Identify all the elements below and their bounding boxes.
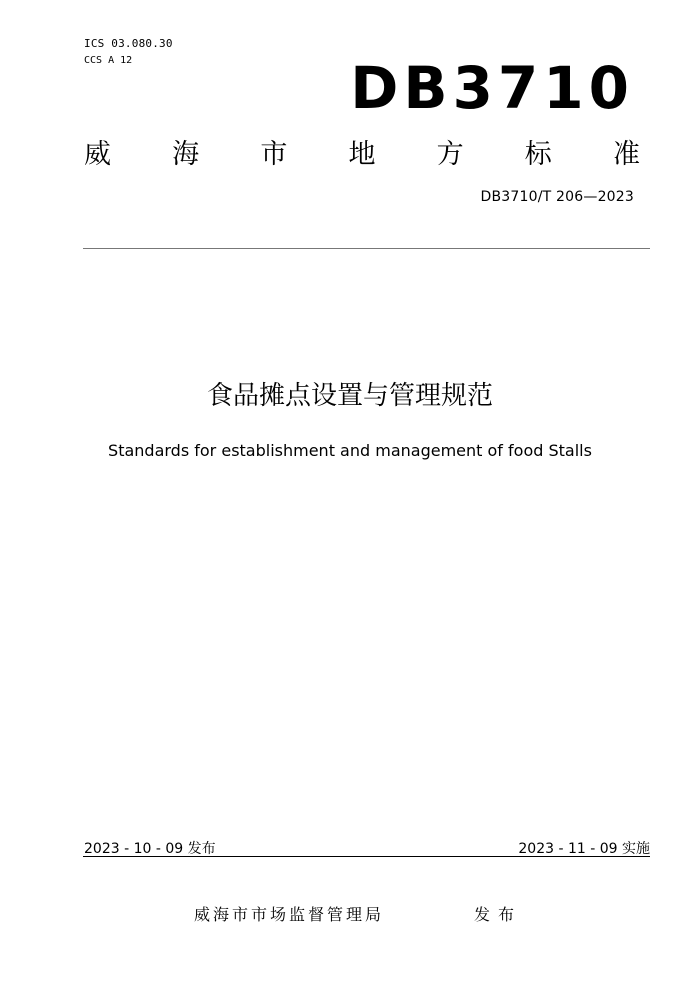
title-char: 标 bbox=[524, 139, 552, 170]
document-title-english: Standards for establishment and management of food Stalls bbox=[108, 441, 592, 460]
title-char: 方 bbox=[436, 139, 464, 170]
standard-number: DB3710/T 206—2023 bbox=[480, 189, 634, 205]
standard-category-title bbox=[84, 137, 640, 173]
document-title-chinese: 食品摊点设置与管理规范 bbox=[206, 381, 493, 411]
ics-code: ICS 03.080.30 bbox=[84, 37, 173, 50]
ccs-code: CCS A 12 bbox=[84, 55, 133, 66]
title-char: 市 bbox=[260, 139, 288, 170]
title-char: 威 bbox=[84, 139, 111, 170]
title-char: 地 bbox=[348, 139, 376, 170]
bottom-divider bbox=[83, 856, 650, 857]
issuing-authority: 威海市市场监督管理局 bbox=[194, 905, 385, 924]
standard-code-logo: DB3710 bbox=[350, 54, 634, 122]
title-char: 准 bbox=[612, 139, 640, 170]
issue-date: 2023 - 10 - 09 发布 bbox=[84, 841, 216, 857]
implementation-date: 2023 - 11 - 09 实施 bbox=[518, 841, 650, 857]
publish-label: 发布 bbox=[474, 905, 523, 924]
title-char: 海 bbox=[172, 139, 200, 170]
top-divider bbox=[83, 248, 650, 249]
